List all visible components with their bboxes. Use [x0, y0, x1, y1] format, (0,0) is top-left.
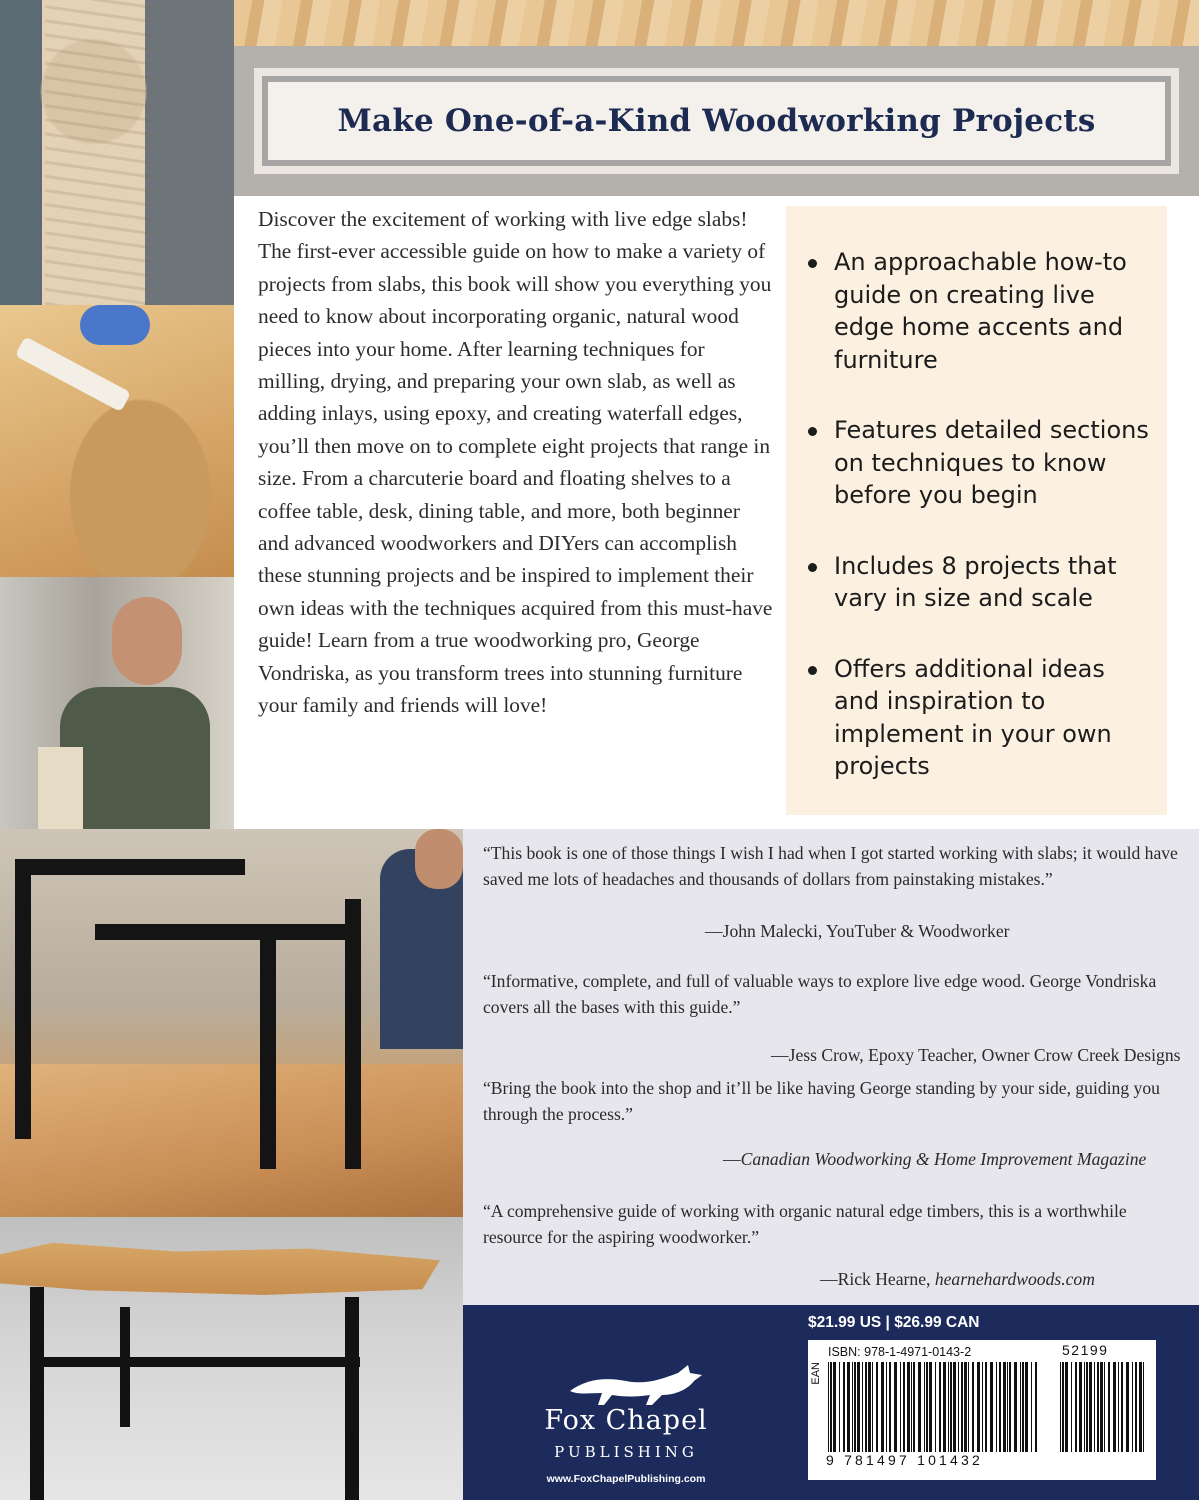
barcode-box: [808, 1340, 1156, 1480]
barcode-stripe: [990, 1362, 993, 1452]
barcode-stripe: [1065, 1362, 1068, 1452]
barcode-stripe: [924, 1362, 925, 1452]
barcode-stripe: [948, 1362, 949, 1452]
publisher-subtitle: PUBLISHING: [554, 1443, 698, 1461]
review-quote: “A comprehensive guide of working with organic natural edge timbers, this is a worthwhile resource for the aspiring woodworker.”: [483, 1201, 1127, 1248]
barcode-stripe: [1009, 1362, 1011, 1452]
barcode-stripe: [918, 1362, 921, 1452]
barcode-stripe: [900, 1362, 901, 1452]
barcode-stripe: [865, 1362, 867, 1452]
barcode-stripe: [1100, 1362, 1103, 1452]
bullet-icon: [808, 563, 817, 572]
photo-live-edge-slab: [0, 0, 234, 305]
barcode-stripe: [1126, 1362, 1129, 1452]
barcode-stripe: [950, 1362, 952, 1452]
barcode-stripe: [1062, 1362, 1064, 1452]
gloved-hand: [80, 305, 150, 345]
barcode-stripe: [881, 1362, 884, 1452]
barcode-stripe: [972, 1362, 974, 1452]
photo-finished-live-edge-table: [0, 1217, 463, 1500]
barcode-stripe: [854, 1362, 856, 1452]
price-label: $21.99 US | $26.99 CAN: [808, 1314, 980, 1331]
photo-applying-glue-to-slab: [0, 305, 234, 577]
barcode-stripe: [977, 1362, 980, 1452]
barcode-stripe: [1020, 1362, 1021, 1452]
barcode-stripe: [929, 1362, 932, 1452]
publisher-footer: [463, 1305, 1199, 1500]
barcode-stripe: [857, 1362, 860, 1452]
barcode-stripe: [1022, 1362, 1024, 1452]
barcode-stripe: [852, 1362, 853, 1452]
barcode-stripe: [839, 1362, 840, 1452]
barcode-stripe: [913, 1362, 915, 1452]
feature-item: Features detailed sections on techniques to know before you begin: [806, 414, 1157, 512]
barcode-stripe: [876, 1362, 878, 1452]
barcode-stripe: [985, 1362, 987, 1452]
barcode-stripe: [964, 1362, 967, 1452]
barcode-stripe: [1135, 1362, 1137, 1452]
barcode-stripe: [1071, 1362, 1072, 1452]
barcode-stripe: [961, 1362, 963, 1452]
barcode-stripe: [1075, 1362, 1077, 1452]
price-addon-barcode: [1060, 1362, 1146, 1452]
reviews-panel: [463, 829, 1199, 1305]
barcode-stripe: [953, 1362, 956, 1452]
photo-measuring-table-frame: [0, 829, 463, 1217]
bullet-icon: [808, 666, 817, 675]
feature-item: An approachable how-to guide on creating live edge home accents and furniture: [806, 246, 1157, 376]
addon-digits: 52199: [1062, 1342, 1109, 1358]
barcode-stripe: [872, 1362, 873, 1452]
barcode-stripe: [1121, 1362, 1123, 1452]
review-attribution: —Rick Hearne, hearnehardwoods.com: [820, 1269, 1095, 1289]
barcode-stripe: [1084, 1362, 1085, 1452]
barcode-stripe: [1025, 1362, 1028, 1452]
barcode-stripe: [1113, 1362, 1116, 1452]
barcode-stripe: [903, 1362, 905, 1452]
review-attribution: —Canadian Woodworking & Home Improvement Magazine: [723, 1149, 1147, 1169]
barcode-stripe: [1031, 1362, 1032, 1452]
book-back-title: Make One-of-a-Kind Woodworking Projects: [337, 103, 1096, 139]
barcode-stripe: [926, 1362, 928, 1452]
barcode-stripe: [1079, 1362, 1082, 1452]
review-attribution: —Jess Crow, Epoxy Teacher, Owner Crow Creek Designs: [771, 1045, 1181, 1065]
barcode-stripe: [996, 1362, 997, 1452]
publisher-url: www.FoxChapelPublishing.com: [546, 1473, 706, 1485]
book-description: Discover the excitement of working with live edge slabs! The first-ever accessible guide on how to make a variety of projects from slabs, this book will show you everything you need to know about incorporating organic, natural wood pieces into your home. After learning techniques for milling, drying, and preparing your own slab, as well as adding inlays, using epoxy, and creating waterfall edges, you’ll then move on to complete eight projects that range in size. From a charcuterie board and floating shelves to a coffee table, desk, dining table, and more, both beginner and advanced woodworkers and DIYers can accomplish these stunning projects and be inspired to implement their own ideas with the techniques acquired from this must-have guide! Learn from a true woodworking pro, George Vondriska, as you transform trees into stunning furniture your family and friends will love!: [258, 207, 773, 718]
publisher-name: Fox Chapel: [544, 1405, 708, 1436]
wood-grain-banner: [234, 0, 1199, 46]
features-box: [786, 206, 1167, 815]
barcode-stripe: [833, 1362, 836, 1452]
photo-woodworker-gluing: [0, 577, 234, 829]
feature-item: Includes 8 projects that vary in size and scale: [806, 550, 1157, 615]
barcode-stripe: [1108, 1362, 1110, 1452]
barcode-stripe: [968, 1362, 969, 1452]
title-band: [234, 46, 1199, 196]
publisher-logo: [506, 1361, 746, 1491]
barcode-stripe: [1089, 1362, 1092, 1452]
barcode-stripe: [1035, 1362, 1037, 1452]
title-box: [268, 82, 1165, 160]
barcode-stripe: [1139, 1362, 1142, 1452]
barcode-stripe: [1003, 1362, 1006, 1452]
barcode-stripe: [907, 1362, 910, 1452]
barcode-stripe: [1132, 1362, 1133, 1452]
barcode-stripe: [889, 1362, 891, 1452]
barcode-stripe: [982, 1362, 983, 1452]
barcode-stripe: [958, 1362, 959, 1452]
isbn-barcode: [828, 1362, 1040, 1452]
barcode-stripe: [886, 1362, 887, 1452]
features-list: [786, 206, 1167, 783]
barcode-stripe: [1007, 1362, 1008, 1452]
barcode-stripe: [999, 1362, 1001, 1452]
feature-item: Offers additional ideas and inspiration to implement in your own projects: [806, 653, 1157, 783]
barcode-stripe: [911, 1362, 912, 1452]
barcode-stripe: [894, 1362, 897, 1452]
ean-label: EAN: [810, 1362, 822, 1385]
barcode-stripe: [1097, 1362, 1099, 1452]
barcode-stripe: [1014, 1362, 1017, 1452]
barcode-stripe: [1060, 1362, 1061, 1452]
barcode-stripe: [939, 1362, 941, 1452]
isbn-label: ISBN: 978-1-4971-0143-2: [828, 1345, 972, 1359]
barcode-stripe: [1086, 1362, 1088, 1452]
isbn-digits: 9 781497 101432: [826, 1452, 983, 1468]
bullet-icon: [808, 259, 817, 268]
barcode-stripe: [843, 1362, 845, 1452]
barcode-stripe: [862, 1362, 863, 1452]
glue-syringe: [15, 336, 131, 412]
barcode-stripe: [943, 1362, 946, 1452]
barcode-stripe: [847, 1362, 850, 1452]
bullet-icon: [808, 427, 817, 436]
barcode-stripe: [828, 1362, 829, 1452]
review-quote: “Bring the book into the shop and it’ll be like having George standing by your side, guiding you through the process.”: [483, 1078, 1160, 1125]
barcode-stripe: [1118, 1362, 1119, 1452]
barcode-stripe: [935, 1362, 936, 1452]
barcode-stripe: [830, 1362, 832, 1452]
barcode-stripe: [868, 1362, 871, 1452]
review-quote: “Informative, complete, and full of valuable ways to explore live edge wood. George Vondriska covers all the bases with this guide.”: [483, 971, 1157, 1018]
barcode-stripe: [1094, 1362, 1095, 1452]
fox-icon: [566, 1361, 706, 1407]
barcode-stripe: [1104, 1362, 1105, 1452]
barcode-stripe: [1143, 1362, 1144, 1452]
review-attribution: —John Malecki, YouTuber & Woodworker: [705, 921, 1010, 941]
review-quote: “This book is one of those things I wish I had when I got started working with slabs; it would have saved me lots of headaches and thousands of dollars from painstaking mistakes.”: [483, 843, 1178, 890]
